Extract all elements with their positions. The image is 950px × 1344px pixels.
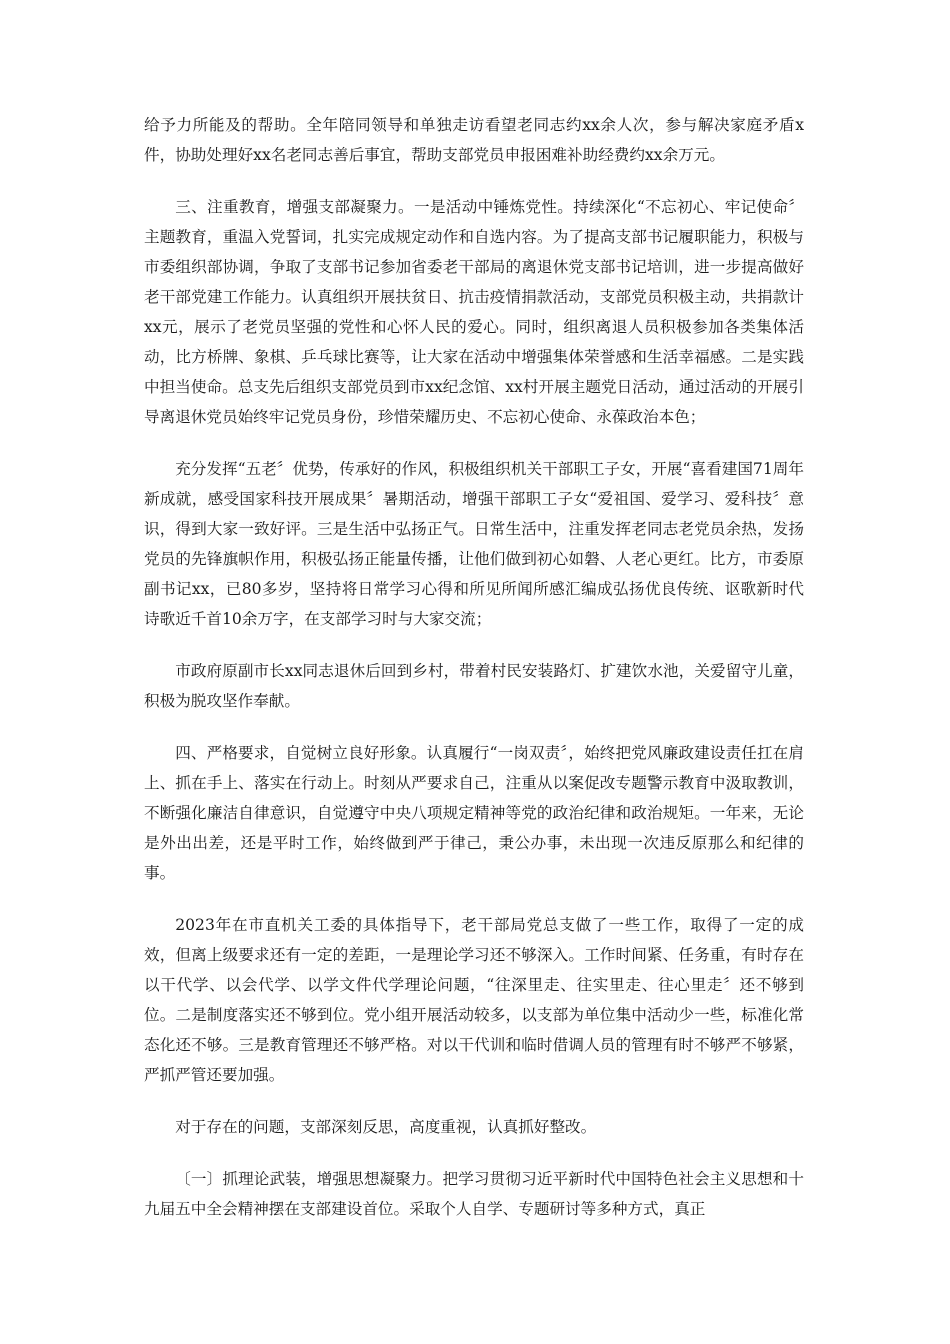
paragraph-1: 给予力所能及的帮助。全年陪同领导和单独走访看望老同志约xx余人次，参与解决家庭矛盾x件，协助处理好xx名老同志善后事宜，帮助支部党员申报困难补助经费约xx余万元。 xyxy=(144,116,804,164)
paragraph-5: 四、严格要求，自觉树立良好形象。认真履行“一岗双责〞，始终把党风廉政建设责任扛在肩上、抓在手上、落实在行动上。时刻从严要求自己，注重从以案促改专题警示教育中汲取教训，不断强化廉洁自律意识，自觉遵守中央八项规定精神等党的政治纪律和政治规矩。一年来，无论是外出出差，还是平时工作，始终做到严于律己，秉公办事，未出现一次违反原那么和纪律的事。 xyxy=(144,744,804,882)
paragraph-3: 充分发挥“五老〞优势，传承好的作风，积极组织机关干部职工子女，开展“喜看建国71周年新成就，感受国家科技开展成果〞暑期活动，增强干部职工子女“爱祖国、爱学习、爱科技〞意识，得到大家一致好评。三是生活中弘扬正气。日常生活中，注重发挥老同志老党员余热，发扬党员的先锋旗帜作用，积极弘扬正能量传播，让他们做到初心如磐、人老心更红。比方，市委原副书记xx，已80多岁，坚持将日常学习心得和所见所闻所感汇编成弘扬优良传统、讴歌新时代诗歌近千首10余万字，在支部学习时与大家交流； xyxy=(144,460,804,628)
paragraph-4: 市政府原副市长xx同志退休后回到乡村，带着村民安装路灯、扩建饮水池，关爱留守儿童，积极为脱攻坚作奉献。 xyxy=(144,662,804,710)
paragraph-8: 〔一〕抓理论武装，增强思想凝聚力。把学习贯彻习近平新时代中国特色社会主义思想和十九届五中全会精神摆在支部建设首位。采取个人自学、专题研讨等多种方式，真正 xyxy=(144,1170,804,1218)
paragraph-7: 对于存在的问题，支部深刻反思，高度重视，认真抓好整改。 xyxy=(175,1118,597,1136)
document-page xyxy=(144,110,804,1246)
paragraph-6: 2023年在市直机关工委的具体指导下，老干部局党总支做了一些工作，取得了一定的成效，但离上级要求还有一定的差距，一是理论学习还不够深入。工作时间紧、任务重，有时存在以干代学、以会代学、以学文件代学理论问题，“往深里走、往实里走、往心里走〞还不够到位。二是制度落实还不够到位。党小组开展活动较多，以支部为单位集中活动少一些，标准化常态化还不够。三是教育管理还不够严格。对以干代训和临时借调人员的管理有时不够严不够紧，严抓严管还要加强。 xyxy=(144,916,804,1084)
paragraph-2: 三、注重教育，增强支部凝聚力。一是活动中锤炼党性。持续深化“不忘初心、牢记使命〞主题教育，重温入党誓词，扎实完成规定动作和自选内容。为了提高支部书记履职能力，积极与市委组织部协调，争取了支部书记参加省委老干部局的离退休党支部书记培训，进一步提高做好老干部党建工作能力。认真组织开展扶贫日、抗击疫情捐款活动，支部党员积极主动，共捐款计xx元，展示了老党员坚强的党性和心怀人民的爱心。同时，组织离退人员积极参加各类集体活动，比方桥牌、象棋、乒乓球比赛等，让大家在活动中增强集体荣誉感和生活幸福感。二是实践中担当使命。总支先后组织支部党员到市xx纪念馆、xx村开展主题党日活动，通过活动的开展引导离退休党员始终牢记党员身份，珍惜荣耀历史、不忘初心使命、永葆政治本色； xyxy=(144,198,804,426)
